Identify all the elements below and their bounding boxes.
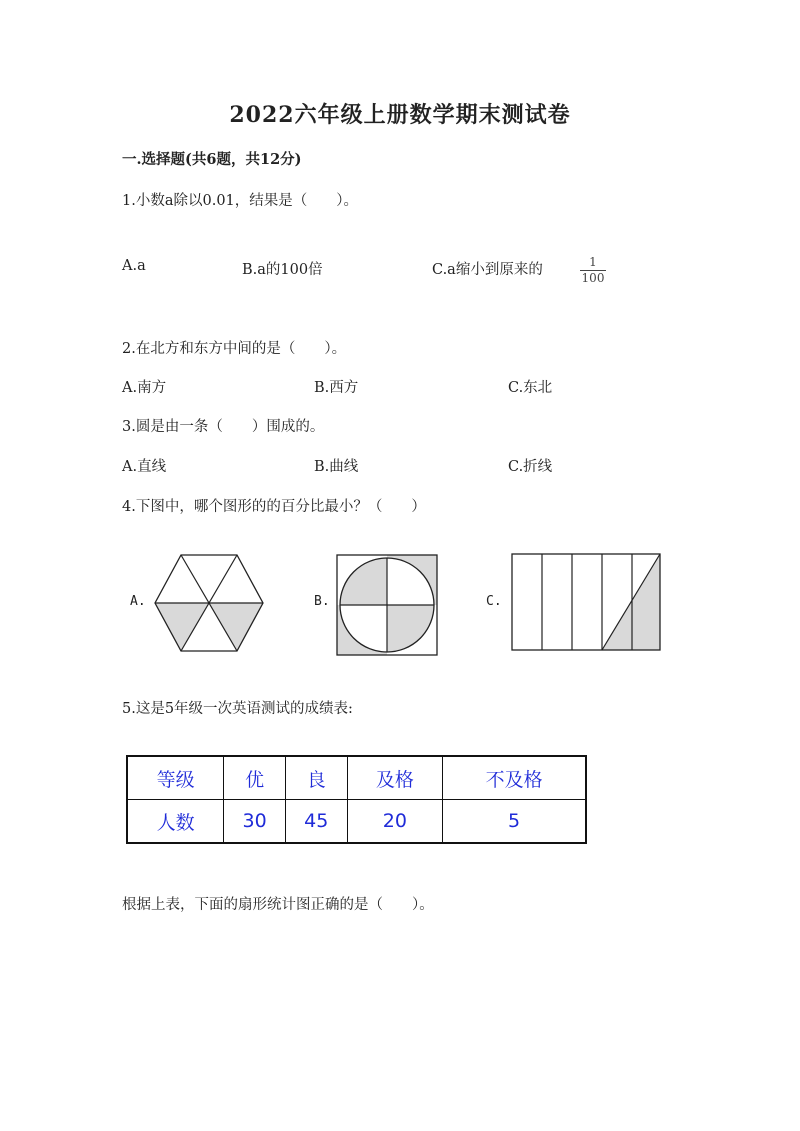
table-cell: 20 [347, 800, 443, 844]
figure-a-hexagon[interactable] [148, 552, 268, 654]
section-heading: 一.选择题(共6题，共12分) [122, 151, 302, 168]
question-3-option-a[interactable]: A.直线 [122, 459, 167, 475]
question-2-option-b[interactable]: B.西方 [314, 380, 359, 396]
hexagon-shaded-left [155, 603, 209, 651]
fraction-denominator: 100 [581, 271, 605, 285]
hexagon-shaded-right [209, 603, 263, 651]
circle-quadrant-br [387, 605, 434, 652]
figure-b-circle-in-square[interactable] [336, 554, 438, 656]
question-3-option-c[interactable]: C.折线 [508, 459, 553, 475]
figure-c-label: C. [486, 594, 502, 609]
table-cell: 人数 [127, 800, 224, 844]
question-5-text: 5.这是5年级一次英语测试的成绩表: [122, 701, 353, 717]
question-1-option-a[interactable]: A.a [122, 258, 146, 274]
table-cell: 良 [285, 756, 347, 800]
table-header-row [127, 756, 586, 800]
question-1-option-c[interactable]: C.a缩小到原来的 [432, 262, 543, 278]
question-3-text: 3.圆是由一条（ ）围成的。 [122, 419, 325, 435]
table-cell: 30 [224, 800, 286, 844]
question-1-option-b[interactable]: B.a的100倍 [242, 262, 323, 278]
table-cell: 5 [443, 800, 586, 844]
question-5-follow-up: 根据上表，下面的扇形统计图正确的是（ ）。 [122, 897, 434, 913]
page-title: 2022六年级上册数学期末测试卷 [229, 102, 571, 128]
question-2-text: 2.在北方和东方中间的是（ ）。 [122, 341, 347, 357]
fraction-one-hundredth [580, 256, 606, 285]
fraction-numerator: 1 [589, 255, 597, 269]
figure-c-rectangle-strips[interactable] [510, 552, 664, 652]
table-cell: 优 [224, 756, 286, 800]
question-1-text: 1.小数a除以0.01，结果是（ ）。 [122, 193, 359, 209]
figure-a-label: A. [130, 594, 146, 609]
table-row [127, 800, 586, 844]
figure-b-label: B. [314, 594, 330, 609]
table-cell: 等级 [127, 756, 224, 800]
circle-quadrant-tl [340, 558, 387, 605]
table-cell: 45 [285, 800, 347, 844]
question-2-option-a[interactable]: A.南方 [122, 380, 167, 396]
table-cell: 不及格 [443, 756, 586, 800]
table-cell: 及格 [347, 756, 443, 800]
question-4-text: 4.下图中，哪个图形的的百分比最小？（ ） [122, 499, 426, 515]
question-3-option-b[interactable]: B.曲线 [314, 459, 359, 475]
question-2-option-c[interactable]: C.东北 [508, 380, 553, 396]
grades-table [126, 755, 587, 844]
